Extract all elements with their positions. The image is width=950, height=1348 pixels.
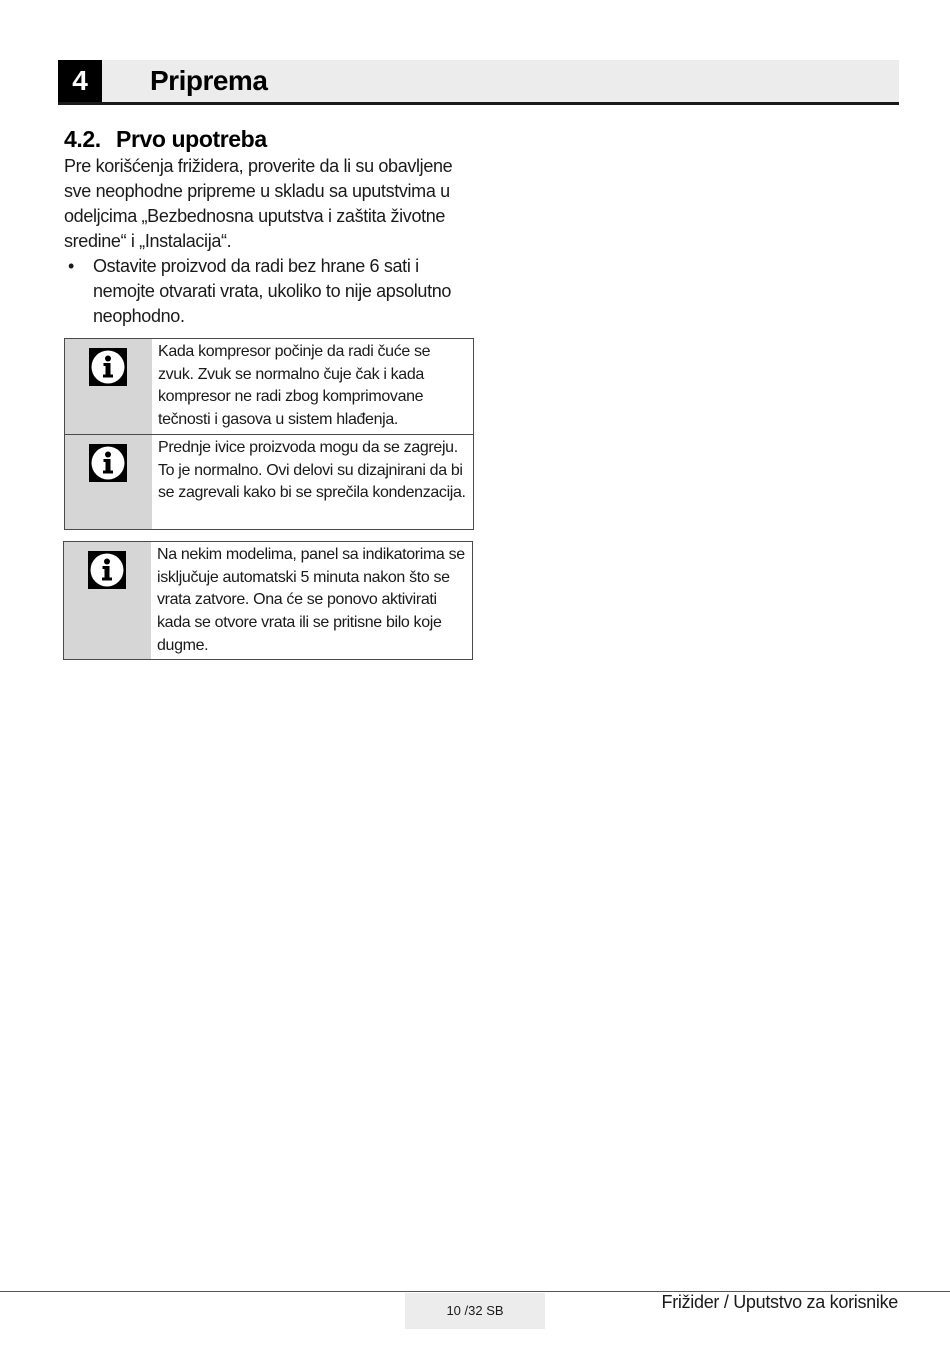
info-icon: [89, 444, 127, 482]
info-note-text: Prednje ivice proizvoda mogu da se zagreju. To je normalno. Ovi delovi su dizajnirani da bi se zagrevali kako bi se sprečila kondenzacija.: [158, 439, 466, 502]
info-note-text: Kada kompresor počinje da radi čuće se zvuk. Zvuk se normalno čuje čak i kada kompresor ne radi zbog komprimovane tečnosti i gasova u sistem hlađenja.: [158, 343, 431, 429]
info-note: [65, 434, 473, 529]
info-note: [65, 339, 473, 434]
info-box-group: [63, 541, 473, 660]
section-heading: [64, 124, 267, 154]
bullet-icon: •: [68, 256, 74, 276]
chapter-header: [58, 60, 899, 105]
info-note-text: Na nekim modelima, panel sa indikatorima se isključuje automatski 5 minuta nakon što se vrata zatvore. Ona će se ponovo aktivirati kada se otvore vrata ili se pritisne bilo koje dugme.: [157, 546, 465, 654]
info-icon-cell: [65, 435, 152, 529]
section-number: 4.2.: [64, 126, 101, 152]
chapter-number: 4: [58, 60, 102, 102]
footer-doc-title: Frižider / Uputstvo za korisnike: [661, 1292, 898, 1312]
intro-paragraph: Pre korišćenja frižidera, proverite da li su obavljene sve neophodne pripreme u skladu sa uputstvima u odeljcima „Bezbednosna uputstva i zaštita životne sredine“ i „Instalacija“.: [64, 156, 453, 251]
section-title: Prvo upotreba: [116, 126, 267, 152]
info-icon-cell: [64, 542, 151, 659]
info-icon: [89, 348, 127, 386]
list-item: [64, 254, 476, 329]
info-icon-cell: [65, 339, 152, 434]
bullet-text: Ostavite proizvod da radi bez hrane 6 sati i nemojte otvarati vrata, ukoliko to nije apsolutno neophodno.: [93, 256, 452, 326]
bullet-list: [64, 254, 476, 329]
info-box-group: [64, 338, 474, 530]
info-icon: [88, 551, 126, 589]
info-note: [64, 542, 472, 659]
page-number: 10 /32 SB: [405, 1293, 545, 1329]
chapter-title: Priprema: [150, 65, 268, 96]
